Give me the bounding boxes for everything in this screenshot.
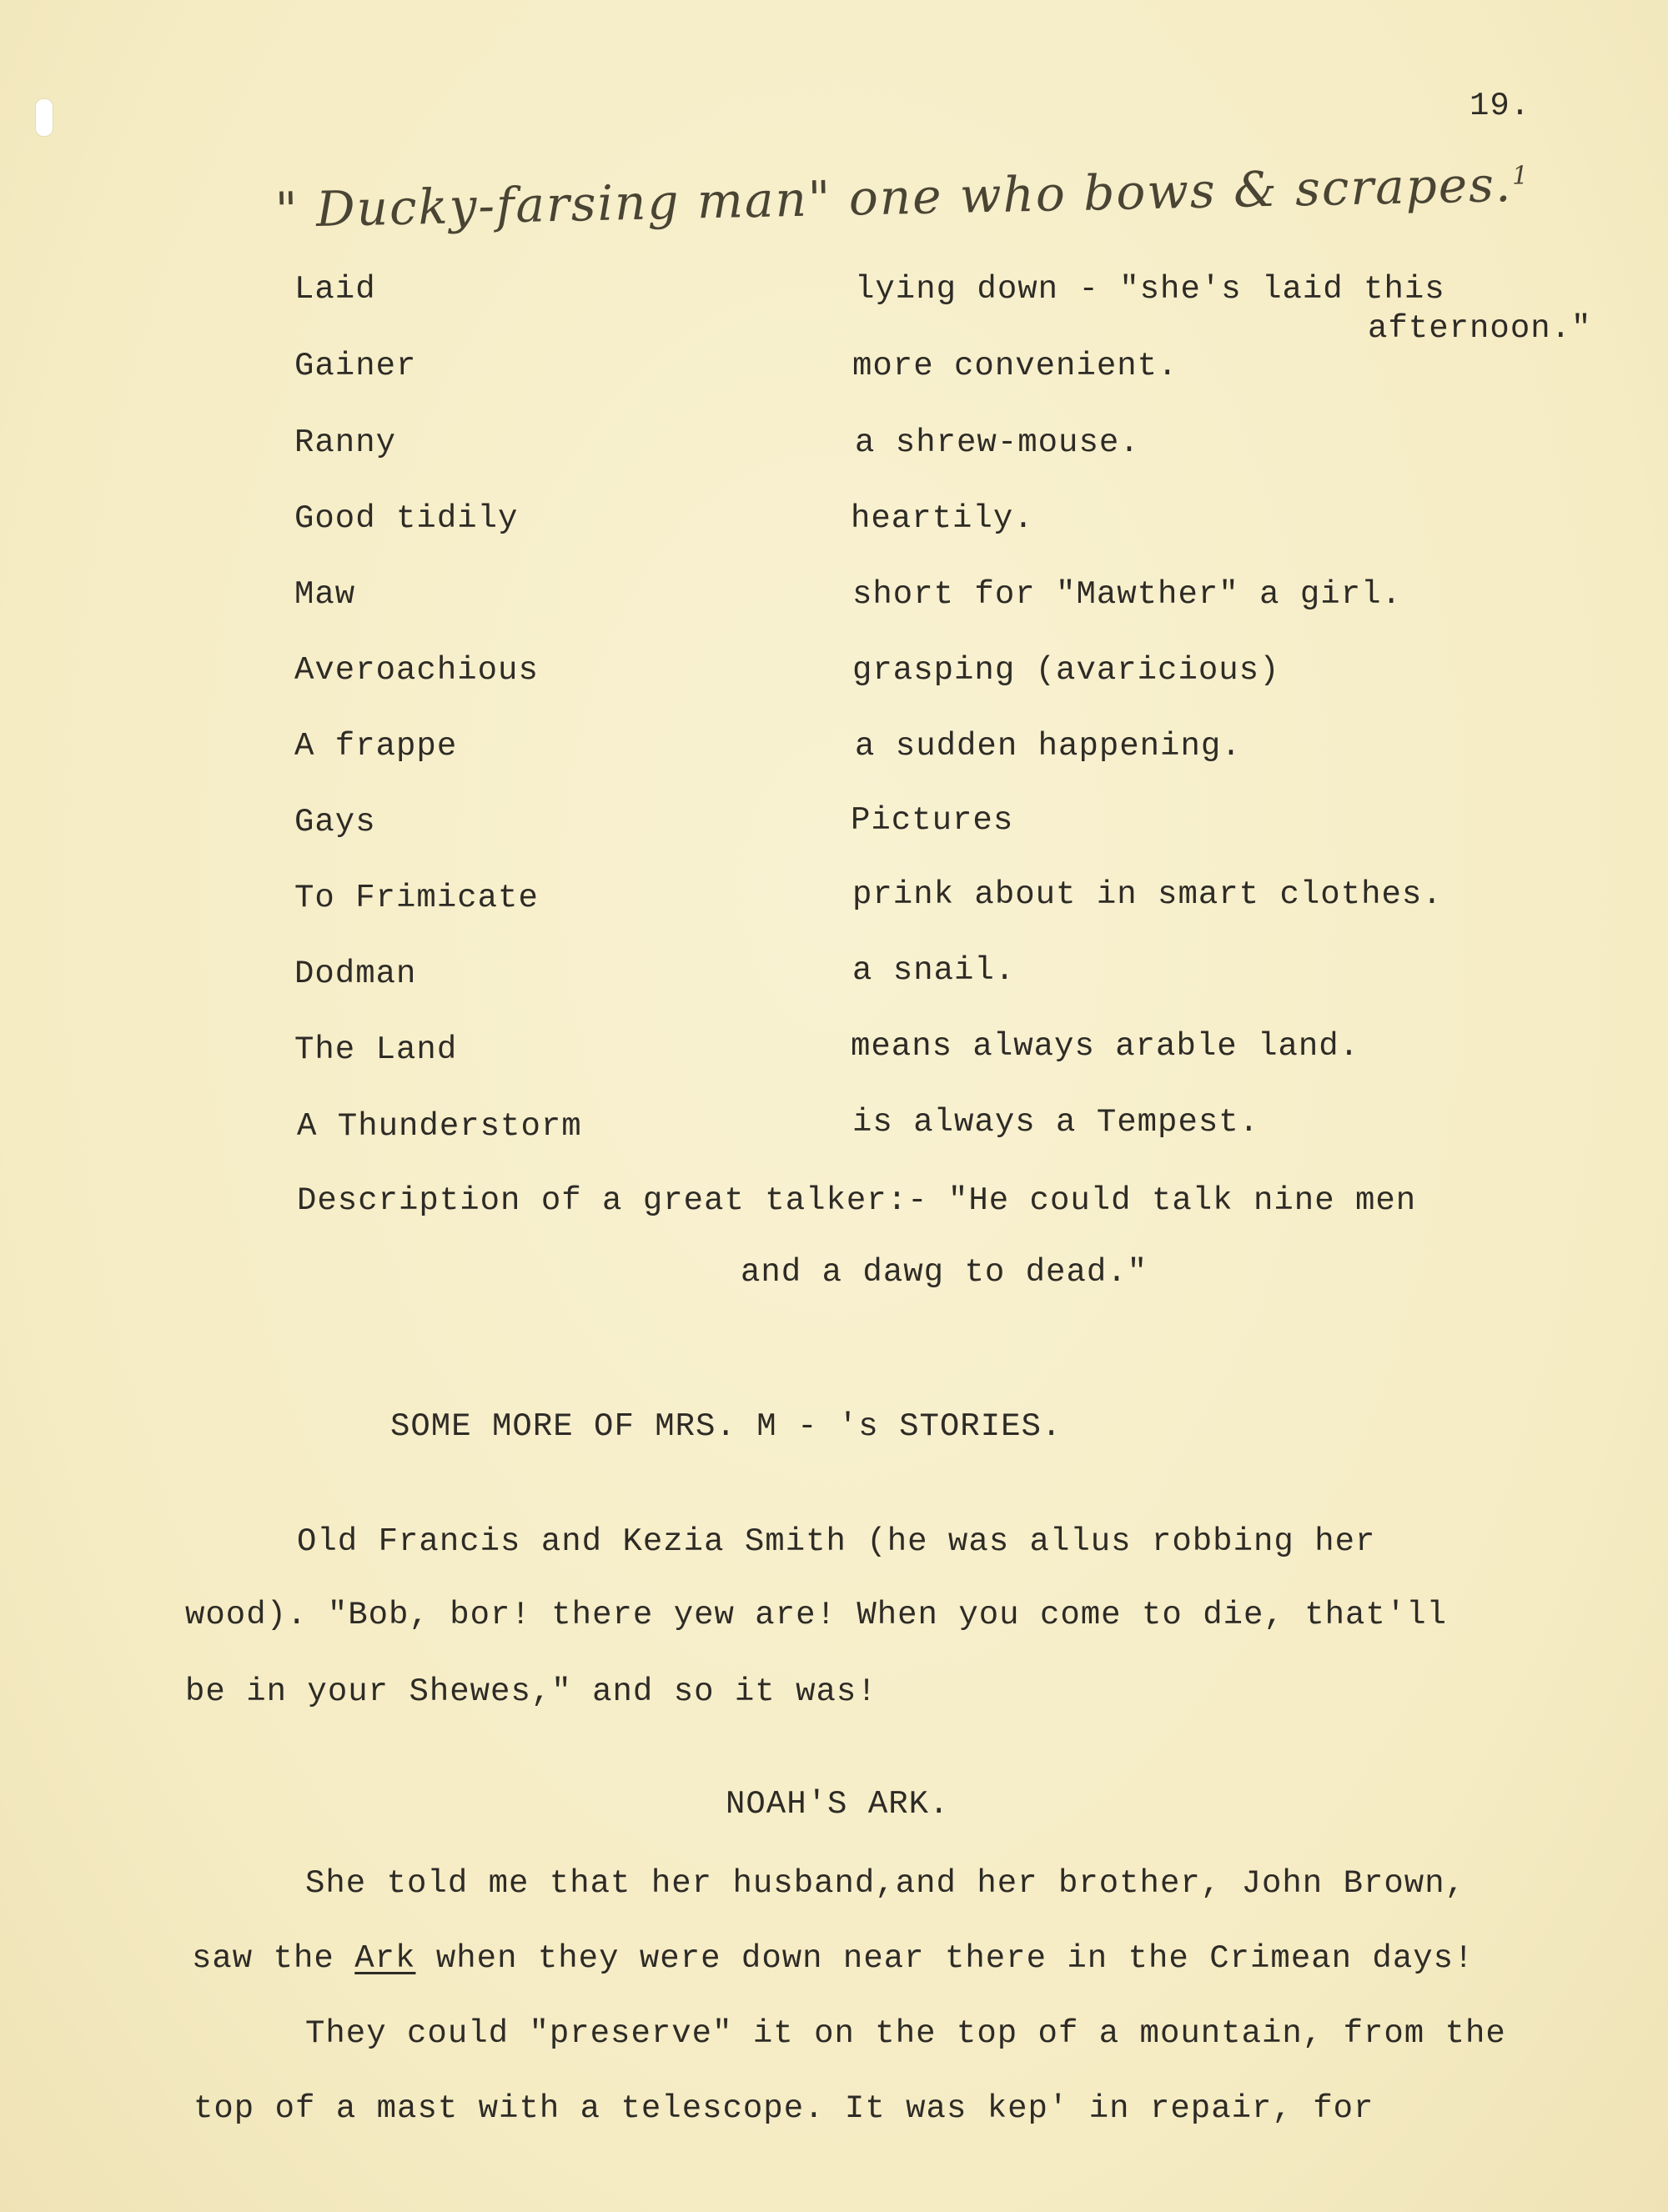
- glossary-definition: more convenient.: [852, 348, 1178, 384]
- glossary-term: The Land: [294, 1031, 458, 1068]
- glossary-term: To Frimicate: [294, 880, 539, 916]
- glossary-definition-cont: afternoon.": [1368, 310, 1592, 347]
- glossary-term: Averoachious: [294, 652, 539, 689]
- handwritten-annotation: [274, 155, 1530, 238]
- ark-line-2: [192, 1940, 1475, 1977]
- glossary-definition: a shrew-mouse.: [855, 424, 1140, 461]
- glossary-term: Laid: [294, 271, 376, 308]
- section-heading-stories: SOME MORE OF MRS. M - 's STORIES.: [390, 1408, 1063, 1445]
- punch-hole: [35, 98, 53, 137]
- story-line: be in your Shewes," and so it was!: [185, 1673, 877, 1710]
- glossary-term: Dodman: [294, 956, 417, 992]
- glossary-definition: heartily.: [851, 500, 1034, 537]
- talker-line-2: and a dawg to dead.": [741, 1254, 1148, 1291]
- glossary-definition: Pictures: [851, 802, 1014, 839]
- glossary-term: Gainer: [294, 348, 417, 384]
- glossary-definition: grasping (avaricious): [852, 652, 1280, 689]
- ark-line-2-start: saw the: [192, 1940, 355, 1977]
- glossary-definition: a sudden happening.: [855, 728, 1242, 765]
- handwritten-note: " Ducky-farsing man" one who bows & scrapes.: [274, 155, 1513, 238]
- glossary-term: Ranny: [294, 424, 397, 461]
- handwritten-superscript: 1: [1511, 161, 1530, 191]
- ark-line-3: They could "preserve" it on the top of a mountain, from the: [305, 2015, 1506, 2052]
- glossary-definition: lying down - "she's laid this: [855, 271, 1445, 308]
- glossary-term: A frappe: [294, 728, 458, 765]
- glossary-term: Maw: [294, 576, 356, 613]
- glossary-definition: prink about in smart clothes.: [852, 876, 1443, 913]
- talker-line-1: Description of a great talker:- "He could talk nine men: [297, 1182, 1417, 1219]
- ark-underlined-word: Ark: [354, 1940, 416, 1977]
- glossary-definition: is always a Tempest.: [852, 1104, 1260, 1141]
- story-line: wood). "Bob, bor! there yew are! When you come to die, that'll: [185, 1597, 1448, 1633]
- ark-line-4: top of a mast with a telescope. It was kep' in repair, for: [193, 2090, 1374, 2127]
- glossary-term: Gays: [294, 804, 376, 840]
- ark-line-1: She told me that her husband,and her brother, John Brown,: [305, 1865, 1466, 1902]
- glossary-definition: means always arable land.: [851, 1028, 1360, 1065]
- glossary-definition: short for "Mawther" a girl.: [852, 576, 1402, 613]
- story-line: Old Francis and Kezia Smith (he was allus robbing her: [297, 1523, 1376, 1560]
- glossary-term: Good tidily: [294, 500, 519, 537]
- page-number: 19.: [1470, 88, 1531, 124]
- glossary-term: A Thunderstorm: [297, 1108, 582, 1145]
- ark-line-2-end: when they were down near there in the Crimean days!: [415, 1940, 1475, 1977]
- glossary-definition: a snail.: [852, 952, 1016, 989]
- section-heading-noahs-ark: NOAH'S ARK.: [726, 1786, 950, 1823]
